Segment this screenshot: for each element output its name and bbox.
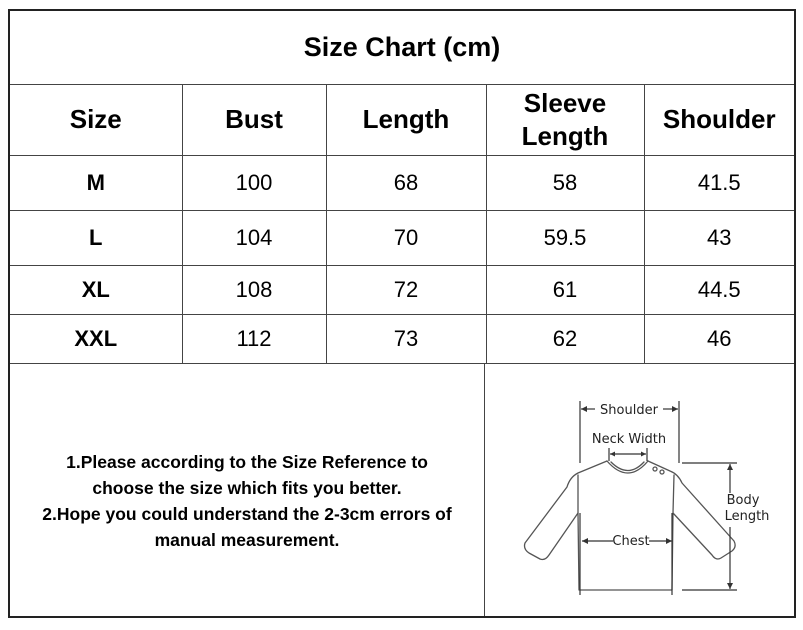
cell-size: XL: [10, 265, 182, 314]
cell-size: M: [10, 155, 182, 210]
table-row: [10, 314, 794, 363]
cell-sleeve-length: 59.5: [486, 210, 644, 265]
cell-size: XXL: [10, 314, 182, 363]
neck-width-label: Neck Width: [591, 432, 667, 447]
cell-bust: 100: [182, 155, 326, 210]
cell-length: 68: [326, 155, 486, 210]
cell-shoulder: 43: [644, 210, 794, 265]
note-line: 2.Hope you could understand the 2-3cm errors of: [42, 503, 452, 524]
cell-bust: 112: [182, 314, 326, 363]
header-length: Length: [326, 85, 486, 155]
cell-bust: 104: [182, 210, 326, 265]
cell-shoulder: 41.5: [644, 155, 794, 210]
size-chart-frame: [8, 9, 796, 618]
body-length-label: Body: [726, 493, 760, 508]
cell-sleeve-length: 61: [486, 265, 644, 314]
header-sleeve-length: Sleeve Length: [486, 85, 644, 155]
sweater-icon: [485, 363, 794, 616]
shoulder-label: Shoulder: [600, 403, 658, 418]
table-row: [10, 155, 794, 210]
size-table: [10, 85, 794, 364]
cell-length: 70: [326, 210, 486, 265]
cell-length: 72: [326, 265, 486, 314]
note-line: choose the size which fits you better.: [92, 477, 402, 498]
header-shoulder: Shoulder: [644, 85, 794, 155]
cell-size: L: [10, 210, 182, 265]
chest-label: Chest: [612, 534, 650, 549]
cell-length: 73: [326, 314, 486, 363]
bottom-section: [10, 363, 794, 616]
table-header-row: [10, 85, 794, 155]
cell-bust: 108: [182, 265, 326, 314]
cell-sleeve-length: 58: [486, 155, 644, 210]
header-bust: Bust: [182, 85, 326, 155]
cell-shoulder: 44.5: [644, 265, 794, 314]
table-row: [10, 210, 794, 265]
page-title: Size Chart (cm): [10, 11, 794, 85]
size-notes: [10, 363, 485, 616]
table-row: [10, 265, 794, 314]
cell-sleeve-length: 62: [486, 314, 644, 363]
cell-shoulder: 46: [644, 314, 794, 363]
note-line: manual measurement.: [154, 529, 340, 550]
body-length-label: Length: [724, 509, 770, 524]
note-line: 1.Please according to the Size Reference to: [66, 451, 428, 472]
measurement-diagram: [485, 363, 794, 616]
header-size: Size: [10, 85, 182, 155]
